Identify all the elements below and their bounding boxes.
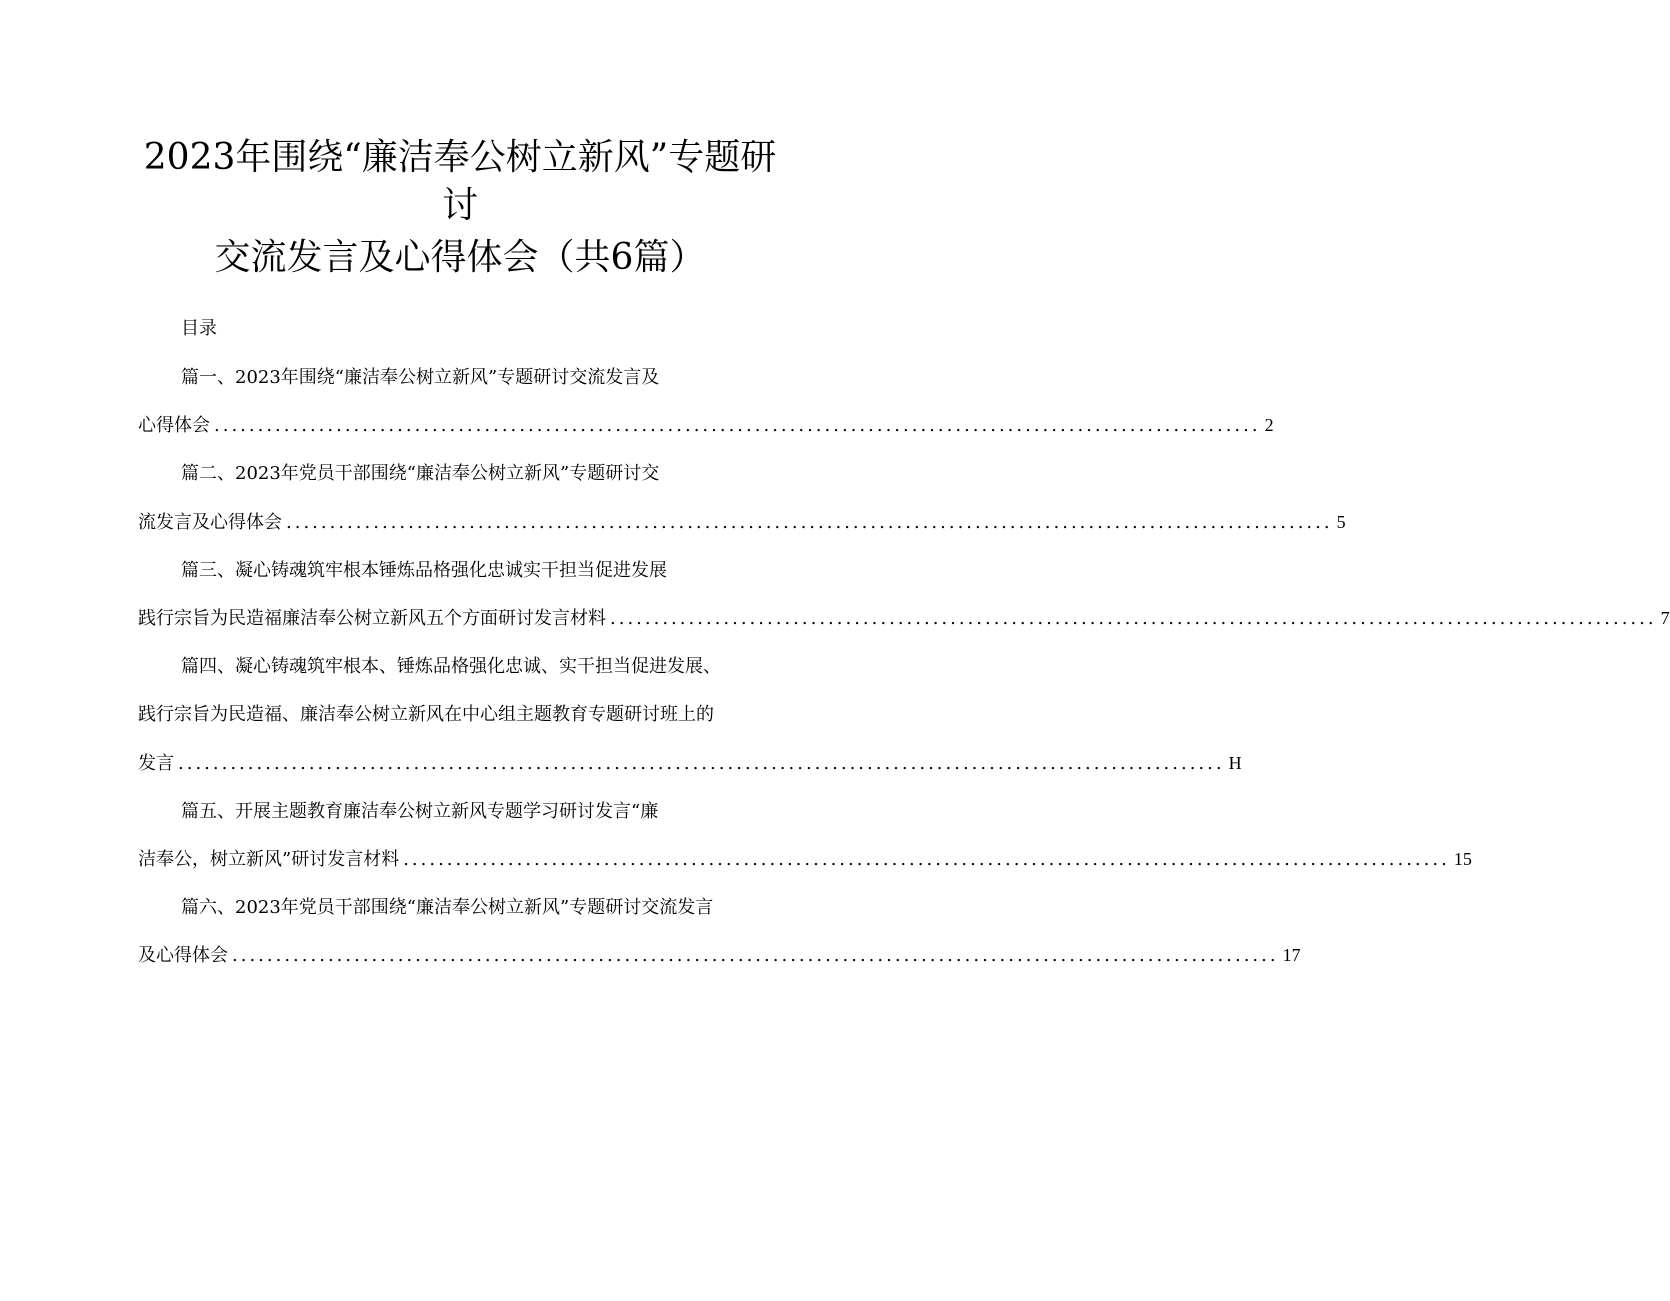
toc-dot-leader: ........................................................................................................................ — [610, 608, 1657, 629]
toc-dot-leader: ........................................................................................................................ — [232, 945, 1279, 966]
toc-entry-5-text: 洁奉公，树立新风”研讨发言材料 — [138, 849, 400, 870]
toc-entry-4-text: 发言 — [138, 753, 174, 774]
toc-entry-1-line-2[interactable] — [138, 413, 1274, 438]
toc-entry-3-text: 践行宗旨为民造福廉洁奉公树立新风五个方面研讨发言材料 — [138, 608, 606, 629]
toc-entry-6-text: 及心得体会 — [138, 945, 228, 966]
toc-entry-5-page: 15 — [1453, 849, 1472, 869]
toc-entry-5-line-2[interactable] — [138, 847, 1472, 872]
toc-entry-4-line-2[interactable]: 践行宗旨为民造福、廉洁奉公树立新风在中心组主题教育专题研讨班上的 — [138, 704, 714, 725]
toc-entry-6-page: 17 — [1282, 945, 1301, 965]
toc-entry-6-line-1[interactable]: 篇六、2023年党员干部围绕“廉洁奉公树立新风”专题研讨交流发言 — [181, 897, 714, 918]
toc-entry-2-page: 5 — [1336, 512, 1346, 532]
toc-entry-2-line-1[interactable]: 篇二、2023年党员干部围绕“廉洁奉公树立新风”专题研讨交 — [181, 463, 660, 484]
toc-dot-leader: ........................................................................................................................ — [214, 415, 1261, 436]
toc-entry-1-page: 2 — [1264, 415, 1274, 435]
toc-dot-leader: ........................................................................................................................ — [403, 849, 1450, 870]
toc-heading: 目录 — [181, 318, 217, 339]
toc-entry-3-line-2[interactable] — [138, 606, 1670, 631]
toc-entry-1-text: 心得体会 — [138, 415, 210, 436]
document-title-line-3: 交流发言及心得体会（共6篇） — [214, 237, 706, 278]
toc-entry-5-line-1[interactable]: 篇五、开展主题教育廉洁奉公树立新风专题学习研讨发言“廉 — [181, 801, 659, 822]
toc-entry-2-line-2[interactable] — [138, 510, 1346, 535]
toc-dot-leader: ........................................................................................................................ — [286, 512, 1333, 533]
toc-entry-3-line-1[interactable]: 篇三、凝心铸魂筑牢根本锤炼品格强化忠诚实干担当促进发展 — [181, 560, 667, 581]
toc-entry-6-line-2[interactable] — [138, 943, 1301, 968]
toc-dot-leader: ........................................................................................................................ — [178, 753, 1225, 774]
document-title-line-2: 讨 — [441, 185, 478, 226]
toc-entry-4-line-3[interactable] — [138, 751, 1242, 776]
toc-entry-4-line-1[interactable]: 篇四、凝心铸魂筑牢根本、锤炼品格强化忠诚、实干担当促进发展、 — [181, 656, 721, 677]
toc-entry-4-page: H — [1228, 753, 1242, 773]
toc-entry-3-page: 7 — [1660, 608, 1670, 628]
toc-entry-2-text: 流发言及心得体会 — [138, 512, 282, 533]
toc-entry-1-line-1[interactable]: 篇一、2023年围绕“廉洁奉公树立新风”专题研讨交流发言及 — [181, 367, 660, 388]
document-title-line-1: 2023年围绕“廉洁奉公树立新风”专题研 — [143, 137, 777, 178]
